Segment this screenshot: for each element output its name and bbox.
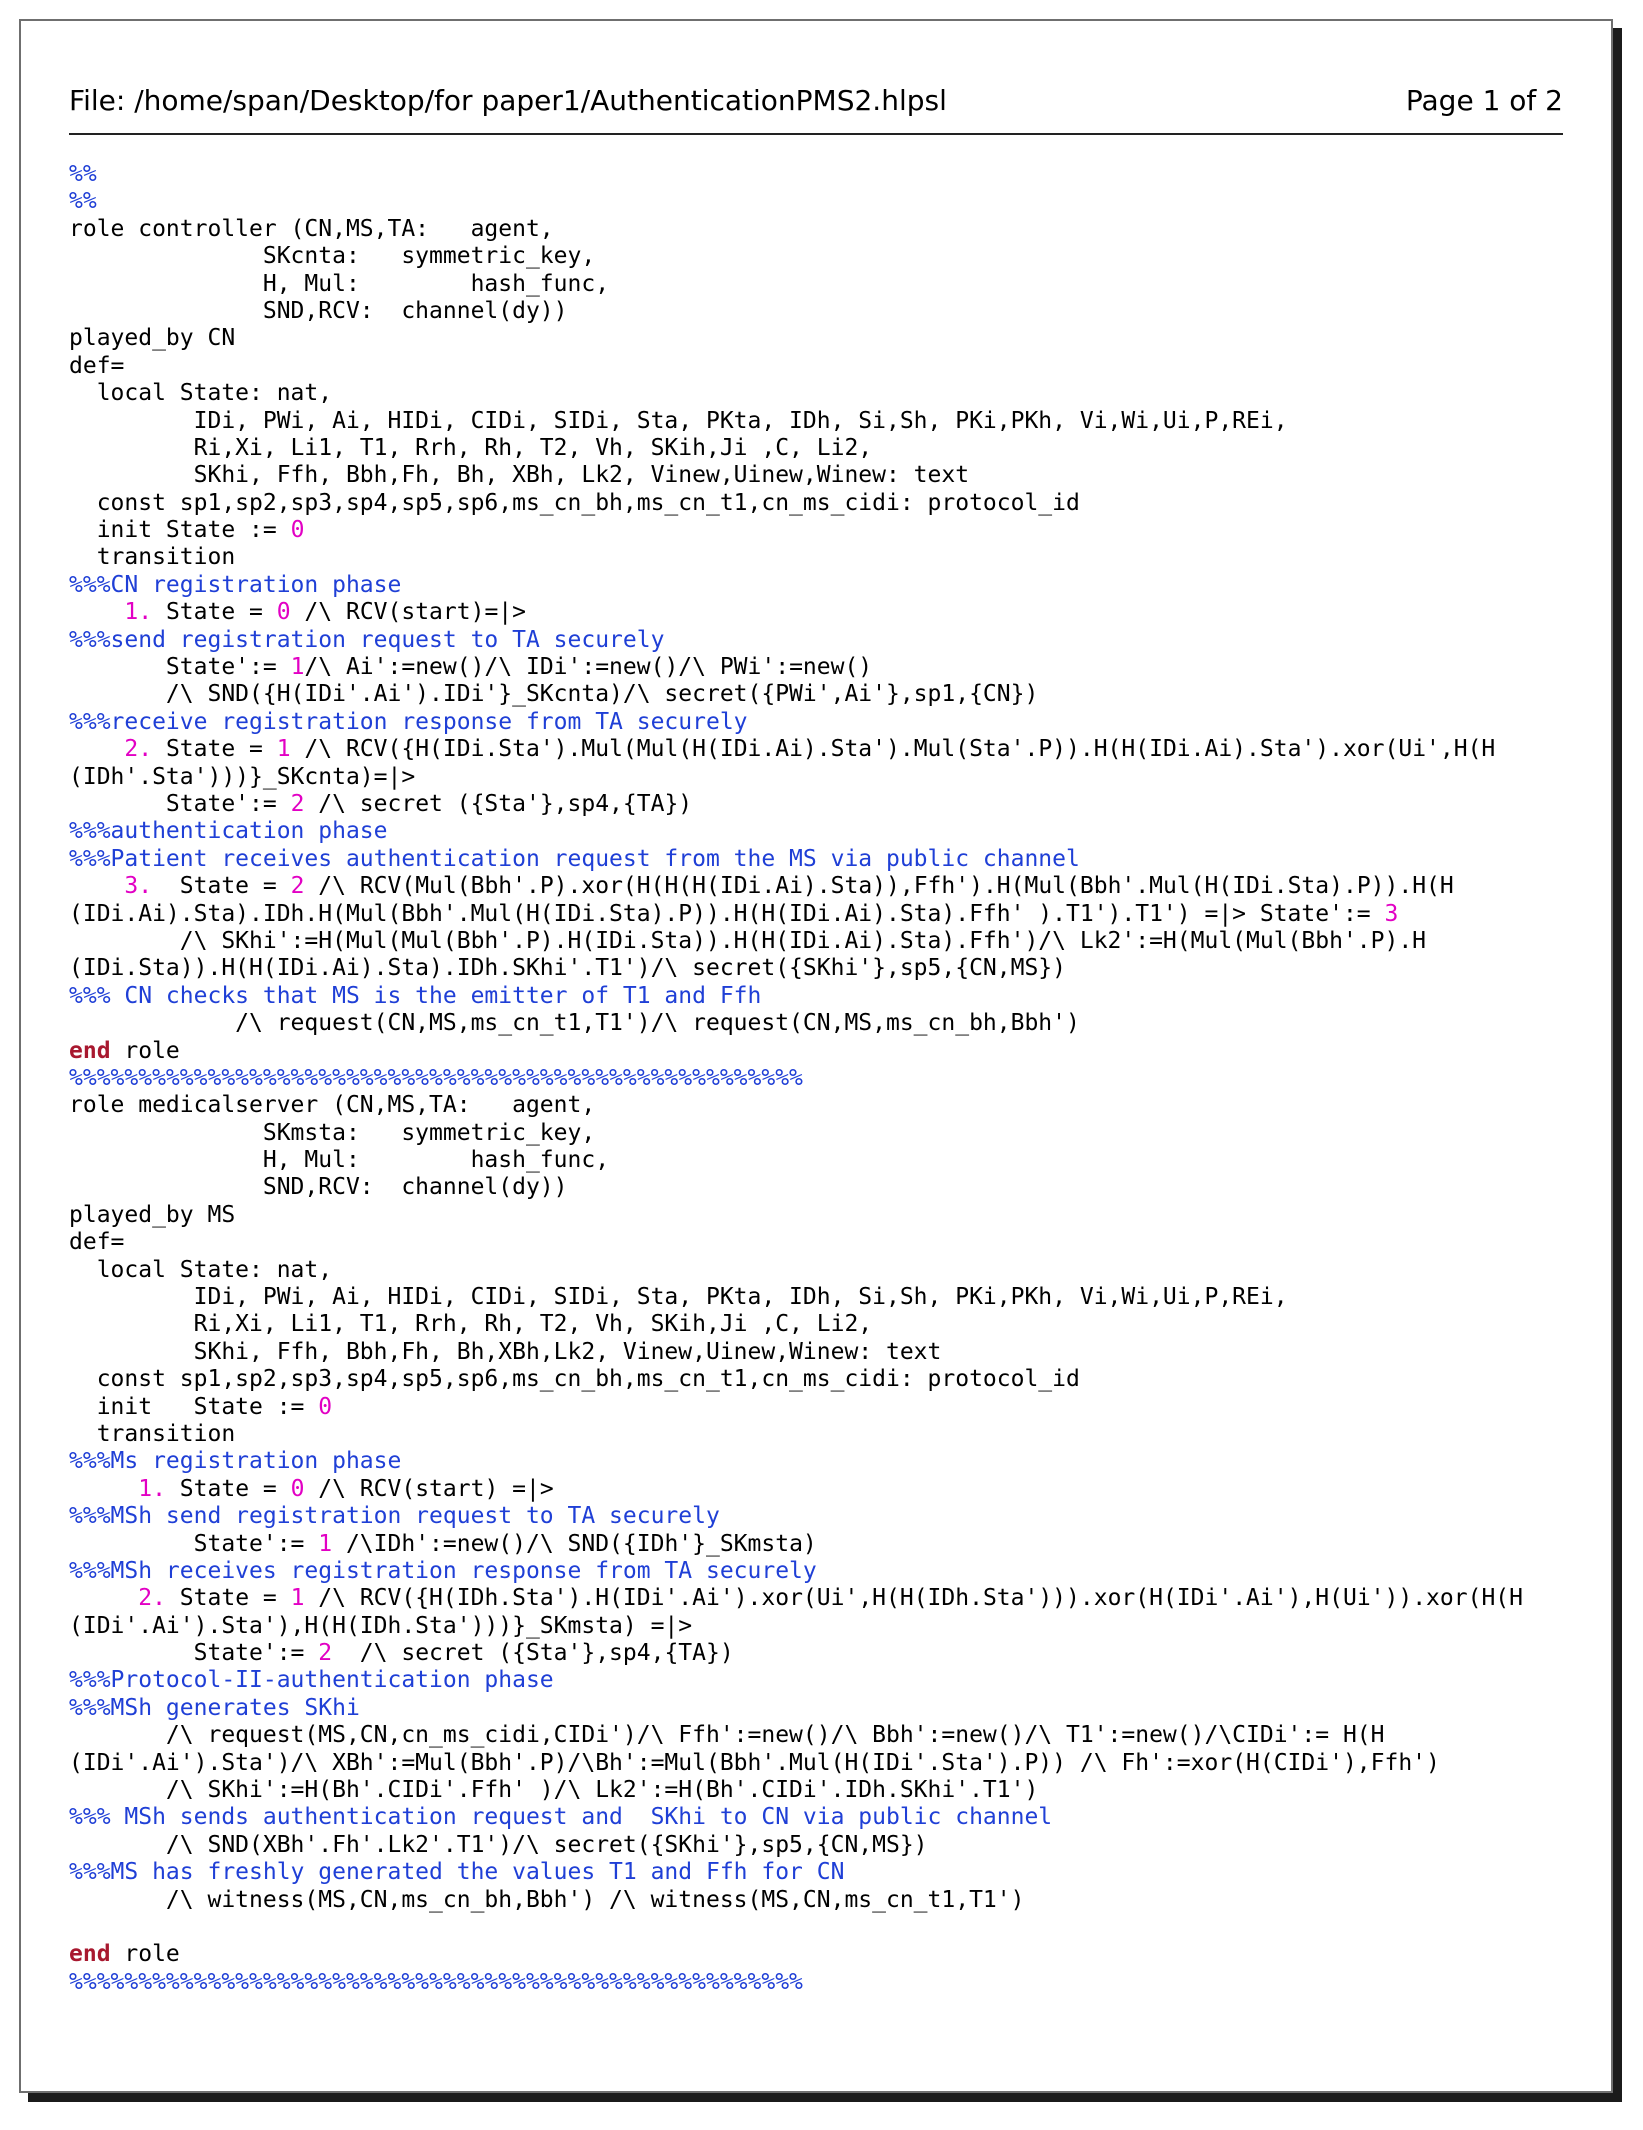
code-line [69,1503,1569,1530]
code-line [69,1585,1569,1612]
code-comment: %% [69,188,97,215]
code-text: /\IDh':=new()/\ SND({IDh'}_SKmsta) [332,1530,817,1557]
code-line [69,1832,1569,1859]
code-line [69,490,1569,517]
code-comment: %%%receive registration response from TA securely [69,708,748,735]
code-line [69,1640,1569,1667]
code-line [69,1750,1569,1777]
code-text: played_by CN [69,325,236,352]
code-text: /\ RCV(Mul(Bbh'.P).xor(H(H(H(IDi.Ai).Sta)),Ffh').H(Mul(Bbh'.Mul(H(IDi.Sta).P)).H(H [304,873,1454,900]
code-comment: %%%MS has freshly generated the values T1 and Ffh for CN [69,1859,845,1886]
code-text: def= [69,352,125,379]
code-line [69,298,1569,325]
code-text: (IDh'.Sta')))}_SKcnta)=|> [69,763,416,790]
code-text: State':= [69,1640,319,1667]
code-line [69,1257,1569,1284]
code-text: /\ SND({H(IDi'.Ai').IDi'}_SKcnta)/\ secret({PWi',Ai'},sp1,{CN}) [69,681,1039,708]
code-line [69,216,1569,243]
code-line [69,1065,1569,1092]
file-path-label: File: /home/span/Desktop/for paper1/AuthenticationPMS2.hlpsl [69,83,947,117]
code-line [69,380,1569,407]
code-text: (IDi.Ai).Sta).IDh.H(Mul(Bbh'.Mul(H(IDi.Sta).P)).H(H(IDi.Ai).Sta).Ffh' ).T1').T1') =|> State':= [69,900,1385,927]
code-keyword: end [69,1037,111,1064]
code-listing [69,161,1569,1996]
code-text: IDi, PWi, Ai, HIDi, CIDi, SIDi, Sta, PKta, IDh, Si,Sh, PKi,PKh, Vi,Wi,Ui,P,REi, [69,407,1288,434]
code-line [69,654,1569,681]
code-line [69,1339,1569,1366]
code-line [69,1969,1569,1996]
code-line [69,462,1569,489]
code-line [69,1531,1569,1558]
code-line [69,1394,1569,1421]
code-number: 0 [318,1393,333,1420]
code-line [69,1311,1569,1338]
code-text: Ri,Xi, Li1, T1, Rrh, Rh, T2, Vh, SKih,Ji ,C, Li2, [69,434,873,461]
code-number: 3 [1384,900,1399,927]
code-text: transition [69,544,236,571]
page-number-label: Page 1 of 2 [1405,83,1563,117]
code-number: 2 [318,1640,333,1667]
code-text: const sp1,sp2,sp3,sp4,sp5,sp6,ms_cn_bh,ms_cn_t1,cn_ms_cidi: protocol_id [69,489,1080,516]
code-text: /\ witness(MS,CN,ms_cn_bh,Bbh') /\ witness(MS,CN,ms_cn_t1,T1') [69,1886,1025,1913]
code-number: 1 [276,736,291,763]
code-number: 0 [290,517,305,544]
code-line [69,435,1569,462]
code-line [69,1695,1569,1722]
code-line [69,791,1569,818]
code-text: /\ request(MS,CN,cn_ms_cidi,CIDi')/\ Ffh':=new()/\ Bbh':=new()/\ T1':=new()/\CIDi':= H(H [69,1722,1385,1749]
code-line [69,1174,1569,1201]
code-comment: %%%MSh generates SKhi [69,1694,360,1721]
code-text: /\ Ai':=new()/\ IDi':=new()/\ PWi':=new() [304,654,873,681]
code-line [69,1476,1569,1503]
code-text: State = [152,873,291,900]
code-text: /\ SKhi':=H(Mul(Mul(Bbh'.P).H(IDi.Sta)).H(H(IDi.Ai).Sta).Ffh')/\ Lk2':=H(Mul(Mul(Bbh'.P).H [69,927,1427,954]
code-line [69,928,1569,955]
code-text: local State: nat, [69,1256,333,1283]
code-line [69,1147,1569,1174]
code-text: State = [152,736,277,763]
code-comment: %%%MSh send registration request to TA securely [69,1503,720,1530]
code-text: /\ RCV(start) =|> [304,1475,554,1502]
code-comment: %%%%%%%%%%%%%%%%%%%%%%%%%%%%%%%%%%%%%%%%%%%%%%%%%%%%% [69,1968,803,1995]
code-text: init State := [69,517,291,544]
code-text [69,736,124,762]
code-line [69,271,1569,298]
code-text: role medicalserver (CN,MS,TA: agent, [69,1092,596,1119]
code-text: /\ SND(XBh'.Fh'.Lk2'.T1')/\ secret({SKhi'},sp5,{CN,MS}) [69,1831,928,1858]
code-text: H, Mul: hash_func, [69,270,610,297]
code-line [69,983,1569,1010]
code-number: 1 [290,1585,305,1612]
code-text: State':= [69,790,291,817]
code-number: 0 [290,1475,305,1502]
code-number: 0 [276,599,291,626]
code-line [69,1941,1569,1968]
code-text [69,599,124,625]
code-text [69,873,124,899]
document-page [19,19,1613,2093]
code-comment: %%%authentication phase [69,818,388,845]
code-line [69,901,1569,928]
code-line [69,544,1569,571]
code-line [69,1092,1569,1119]
code-text: /\ SKhi':=H(Bh'.CIDi'.Ffh' )/\ Lk2':=H(Bh'.CIDi'.IDh.SKhi'.T1') [69,1777,1039,1804]
code-line [69,1120,1569,1147]
code-text: SKcnta: symmetric_key, [69,243,596,270]
code-line [69,1421,1569,1448]
code-text: role controller (CN,MS,TA: agent, [69,215,554,242]
code-line [69,1722,1569,1749]
code-line [69,1859,1569,1886]
code-line [69,709,1569,736]
code-text [69,1585,138,1611]
code-text: SKhi, Ffh, Bbh,Fh, Bh,XBh,Lk2, Vinew,Uinew,Winew: text [69,1338,942,1365]
code-comment: %%%send registration request to TA securely [69,626,665,653]
code-number: 1 [318,1530,333,1557]
code-text: /\ RCV({H(IDi.Sta').Mul(Mul(H(IDi.Ai).Sta').Mul(Sta'.P)).H(H(IDi.Ai).Sta').xor(Ui',H(H [290,736,1496,763]
code-text [69,1476,138,1502]
code-line [69,1229,1569,1256]
code-line [69,1613,1569,1640]
code-text: role [110,1037,180,1064]
code-line [69,818,1569,845]
code-line [69,736,1569,763]
code-comment: %%%MSh receives registration response from TA securely [69,1557,817,1584]
code-line [69,188,1569,215]
code-text: local State: nat, [69,380,333,407]
code-line [69,161,1569,188]
code-text: SKhi, Ffh, Bbh,Fh, Bh, XBh, Lk2, Vinew,Uinew,Winew: text [69,462,970,489]
code-line [69,408,1569,435]
code-line [69,572,1569,599]
code-line [69,1914,1569,1941]
code-text: /\ RCV({H(IDh.Sta').H(IDi'.Ai').xor(Ui',H(H(IDh.Sta'))).xor(H(IDi'.Ai'),H(Ui')).xor(H(H [304,1585,1523,1612]
code-line [69,325,1569,352]
code-line [69,1804,1569,1831]
code-comment: %%% MSh sends authentication request and SKhi to CN via public channel [69,1804,1053,1831]
code-text: (IDi'.Ai').Sta')/\ XBh':=Mul(Bbh'.P)/\Bh':=Mul(Bbh'.Mul(H(IDi'.Sta').P)) /\ Fh':=xor(H(CIDi'),Ffh') [69,1749,1440,1776]
code-text: H, Mul: hash_func, [69,1147,610,1174]
code-text: const sp1,sp2,sp3,sp4,sp5,sp6,ms_cn_bh,ms_cn_t1,cn_ms_cidi: protocol_id [69,1366,1080,1393]
code-line [69,955,1569,982]
code-line [69,1010,1569,1037]
code-text: /\ secret ({Sta'},sp4,{TA}) [304,790,693,817]
code-number: 1. [124,599,153,626]
code-line [69,1558,1569,1585]
code-comment: %% [69,161,97,187]
code-text: transition [69,1420,236,1447]
code-line [69,1448,1569,1475]
code-comment: %%%CN registration phase [69,571,402,598]
code-text: IDi, PWi, Ai, HIDi, CIDi, SIDi, Sta, PKta, IDh, Si,Sh, PKi,PKh, Vi,Wi,Ui,P,REi, [69,1284,1288,1311]
code-line [69,627,1569,654]
code-keyword: end [69,1941,111,1968]
code-line [69,1202,1569,1229]
page-header [69,67,1563,135]
code-number: 1. [138,1475,166,1502]
code-text: Ri,Xi, Li1, T1, Rrh, Rh, T2, Vh, SKih,Ji ,C, Li2, [69,1311,873,1338]
code-comment: %%% CN checks that MS is the emitter of T1 and Ffh [69,982,762,1009]
code-text: /\ RCV(start)=|> [290,599,526,626]
code-number: 2 [290,873,305,900]
code-text: State = [165,1585,291,1612]
code-comment: %%%Patient receives authentication request from the MS via public channel [69,845,1080,872]
code-number: 2. [124,736,153,763]
code-text: SND,RCV: channel(dy)) [69,297,568,324]
code-comment: %%%Protocol-II-authentication phase [69,1667,554,1694]
code-line [69,353,1569,380]
code-text: (IDi'.Ai').Sta'),H(H(IDh.Sta')))}_SKmsta) =|> [69,1612,693,1639]
code-line [69,846,1569,873]
code-line [69,517,1569,544]
code-number: 2 [290,790,305,817]
code-text: init State := [69,1393,319,1420]
code-line [69,1777,1569,1804]
code-number: 2. [138,1585,166,1612]
code-text: State = [152,599,277,626]
code-line [69,243,1569,270]
code-text: State = [165,1475,291,1502]
code-text: played_by MS [69,1201,236,1228]
code-text: State':= [69,654,291,681]
code-line [69,1038,1569,1065]
code-text: SND,RCV: channel(dy)) [69,1174,568,1201]
code-text: role [110,1941,180,1968]
code-line [69,1284,1569,1311]
code-text: State':= [69,1530,319,1557]
code-comment: %%%Ms registration phase [69,1448,402,1475]
code-line [69,599,1569,626]
code-line [69,764,1569,791]
code-text: SKmsta: symmetric_key, [69,1119,596,1146]
code-text: (IDi.Sta)).H(H(IDi.Ai).Sta).IDh.SKhi'.T1')/\ secret({SKhi'},sp5,{CN,MS}) [69,955,1066,982]
code-text: /\ secret ({Sta'},sp4,{TA}) [332,1640,734,1667]
code-line [69,1366,1569,1393]
code-line [69,681,1569,708]
code-comment: %%%%%%%%%%%%%%%%%%%%%%%%%%%%%%%%%%%%%%%%%%%%%%%%%%%%% [69,1064,803,1091]
code-line [69,873,1569,900]
code-text: /\ request(CN,MS,ms_cn_t1,T1')/\ request(CN,MS,ms_cn_bh,Bbh') [69,1010,1080,1037]
code-number: 1 [290,654,305,681]
code-number: 3. [124,873,153,900]
code-line [69,1887,1569,1914]
code-text: def= [69,1229,125,1256]
code-line [69,1667,1569,1694]
